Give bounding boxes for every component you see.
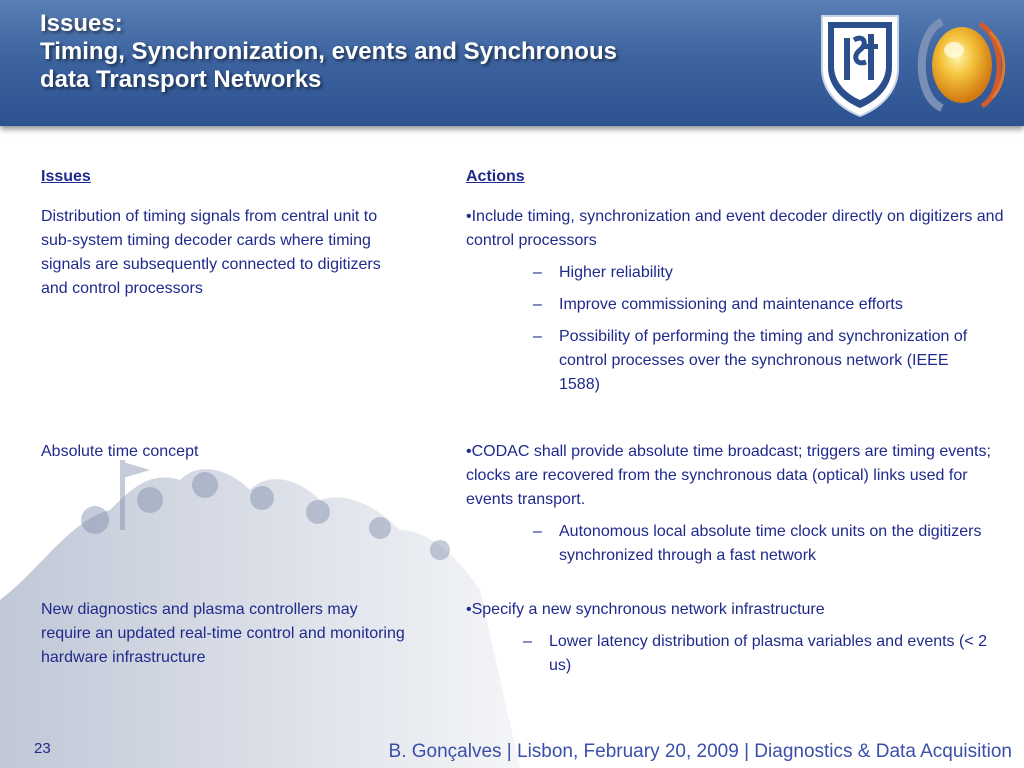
sub-action-text: Lower latency distribution of plasma variables and events (< 2 us)	[549, 633, 988, 674]
sub-action-item	[523, 630, 999, 678]
sub-action-item	[533, 520, 1004, 568]
sub-action-item	[533, 325, 969, 397]
sub-action-text: Improve commissioning and maintenance efforts	[559, 296, 903, 313]
action-include-timing-decoder: •Include timing, synchronization and event decoder directly on digitizers and control processors	[466, 208, 1004, 249]
sub-action-text: Higher reliability	[559, 264, 673, 281]
ipfn-sphere-logo-icon	[912, 14, 1008, 114]
action-specify-network: •Specify a new synchronous network infrastructure	[466, 601, 825, 618]
page-number: 23	[34, 740, 51, 757]
dash-marker: –	[533, 523, 542, 540]
action-codac-absolute-time: •CODAC shall provide absolute time broadcast; triggers are timing events; clocks are recovered from the synchronous data (optical) links used for events transport.	[466, 443, 991, 508]
slide-title	[40, 10, 617, 94]
sub-action-item	[533, 261, 999, 285]
footer-caption: B. Gonçalves | Lisbon, February 20, 2009 | Diagnostics & Data Acquisition	[388, 741, 1012, 762]
dash-marker: –	[533, 264, 542, 281]
actions-column-heading: Actions	[466, 168, 525, 185]
ist-shield-logo-icon	[818, 10, 902, 118]
dash-marker: –	[523, 633, 532, 650]
issue-timing-distribution: Distribution of timing signals from central unit to sub-system timing decoder cards where timing signals are subsequently connected to digitizers and control processors	[41, 208, 381, 297]
dash-marker: –	[533, 296, 542, 313]
sub-action-text: Autonomous local absolute time clock units on the digitizers synchronized through a fast network	[559, 523, 982, 564]
title-banner	[0, 0, 1024, 126]
slide-title-line-3: data Transport Networks	[40, 66, 322, 93]
sub-action-item	[533, 293, 999, 317]
dash-marker: –	[533, 328, 542, 345]
issues-column-heading: Issues	[41, 168, 91, 185]
issue-absolute-time: Absolute time concept	[41, 443, 199, 460]
slide-title-line-1: Issues:	[40, 10, 123, 37]
monument-background-illustration	[0, 370, 520, 768]
slide-title-line-2: Timing, Synchronization, events and Synchronous	[40, 38, 617, 65]
sub-action-text: Possibility of performing the timing and synchronization of control processes over the synchronous network (IEEE 1588)	[559, 328, 968, 393]
issue-diagnostics-controllers: New diagnostics and plasma controllers may require an updated real-time control and monitoring hardware infrastructure	[41, 601, 405, 666]
